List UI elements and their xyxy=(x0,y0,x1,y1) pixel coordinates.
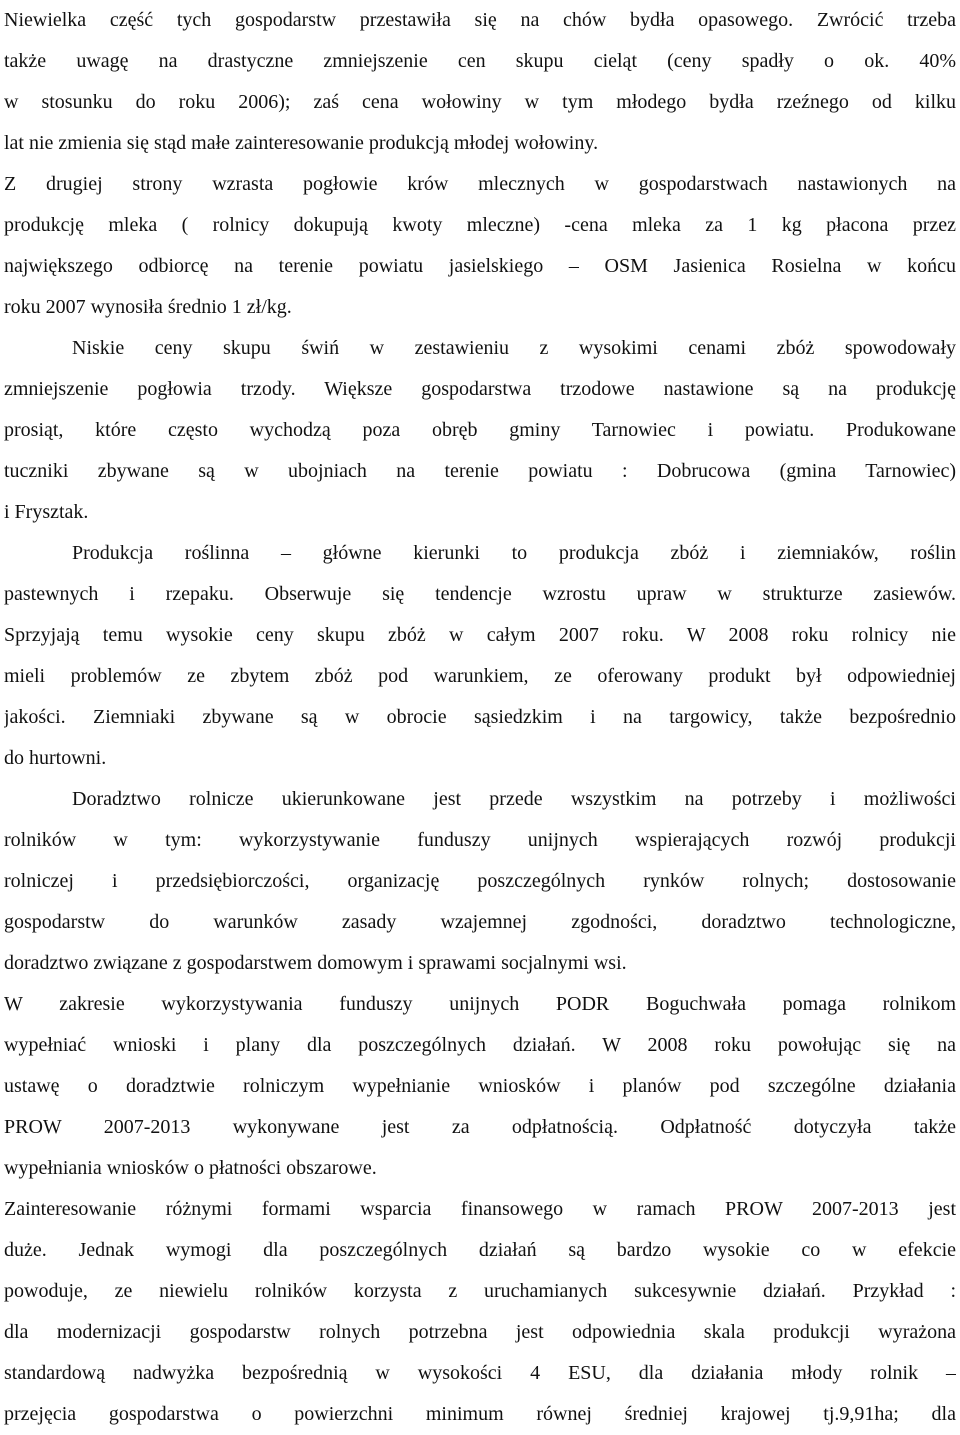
text-line: doradztwo związane z gospodarstwem domowym i sprawami socjalnymi wsi. xyxy=(4,952,627,974)
text-line: roku 2007 wynosiła średnio 1 zł/kg. xyxy=(4,296,292,318)
text-line: Sprzyjają temu wysokie ceny skupu zbóż w całym 2007 roku. W 2008 roku rolnicy nie xyxy=(4,624,956,646)
text-line: Niskie ceny skupu świń w zestawieniu z wysokimi cenami zbóż spowodowały xyxy=(72,337,956,359)
text-line: ustawę o doradztwie rolniczym wypełnianie wniosków i planów pod szczególne działania xyxy=(4,1075,956,1097)
text-line: tuczniki zbywane są w ubojniach na terenie powiatu : Dobrucowa (gmina Tarnowiec) xyxy=(4,460,956,482)
text-line: zmniejszenie pogłowia trzody. Większe gospodarstwa trzodowe nastawione są na produkcję xyxy=(4,378,956,400)
text-line: rolników w tym: wykorzystywanie funduszy unijnych wspierających rozwój produkcji xyxy=(4,829,956,851)
text-line: lat nie zmienia się stąd małe zainteresowanie produkcją młodej wołowiny. xyxy=(4,132,599,154)
text-line: standardową nadwyżka bezpośrednią w wysokości 4 ESU, dla działania młody rolnik – xyxy=(4,1362,956,1384)
text-line: produkcję mleka ( rolnicy dokupują kwoty mleczne) -cena mleka za 1 kg płacona przez xyxy=(4,214,956,236)
text-line: PROW 2007-2013 wykonywane jest za odpłatnością. Odpłatność dotyczyła także xyxy=(4,1116,956,1138)
text-line: rolniczej i przedsiębiorczości, organizację poszczególnych rynków rolnych; dostosowanie xyxy=(4,870,956,892)
text-line: Zainteresowanie różnymi formami wsparcia finansowego w ramach PROW 2007-2013 jest xyxy=(4,1198,956,1220)
text-line: pastewnych i rzepaku. Obserwuje się tendencje wzrostu upraw w strukturze zasiewów. xyxy=(4,583,956,605)
text-line: duże. Jednak wymogi dla poszczególnych działań są bardzo wysokie co w efekcie xyxy=(4,1239,956,1261)
text-line: przejęcia gospodarstwa o powierzchni minimum równej średniej krajowej tj.9,91ha; dla xyxy=(4,1403,956,1425)
text-line: i Frysztak. xyxy=(4,501,89,523)
text-line: dla modernizacji gospodarstw rolnych potrzebna jest odpowiednia skala produkcji wyrażona xyxy=(4,1321,956,1343)
text-line: w stosunku do roku 2006); zaś cena wołowiny w tym młodego bydła rzeźnego od kilku xyxy=(4,91,956,113)
text-line: Niewielka część tych gospodarstw przestawiła się na chów bydła opasowego. Zwrócić trzeba xyxy=(4,9,956,31)
text-line: największego odbiorcę na terenie powiatu jasielskiego – OSM Jasienica Rosielna w końcu xyxy=(4,255,956,277)
text-line: W zakresie wykorzystywania funduszy unijnych PODR Boguchwała pomaga rolnikom xyxy=(4,993,956,1015)
text-line: Z drugiej strony wzrasta pogłowie krów mlecznych w gospodarstwach nastawionych na xyxy=(4,173,956,195)
text-line: także uwagę na drastyczne zmniejszenie cen skupu cieląt (ceny spadły o ok. 40% xyxy=(4,50,956,72)
text-line: wypełniać wnioski i plany dla poszczególnych działań. W 2008 roku powołując się na xyxy=(4,1034,956,1056)
text-line: mieli problemów ze zbytem zbóż pod warunkiem, ze oferowany produkt był odpowiedniej xyxy=(4,665,956,687)
text-line: Doradztwo rolnicze ukierunkowane jest przede wszystkim na potrzeby i możliwości xyxy=(72,788,956,810)
text-line: Produkcja roślinna – główne kierunki to produkcja zbóż i ziemniaków, roślin xyxy=(72,542,956,564)
text-line: wypełniania wniosków o płatności obszarowe. xyxy=(4,1157,377,1179)
text-line: gospodarstw do warunków zasady wzajemnej zgodności, doradztwo technologiczne, xyxy=(4,911,956,933)
text-line: prosiąt, które często wychodzą poza obręb gminy Tarnowiec i powiatu. Produkowane xyxy=(4,419,956,441)
text-line: jakości. Ziemniaki zbywane są w obrocie sąsiedzkim i na targowicy, także bezpośrednio xyxy=(4,706,956,728)
document-page xyxy=(4,0,956,1435)
text-line: do hurtowni. xyxy=(4,747,107,769)
text-line: powoduje, ze niewielu rolników korzysta z uruchamianych sukcesywnie działań. Przykład : xyxy=(4,1280,956,1302)
